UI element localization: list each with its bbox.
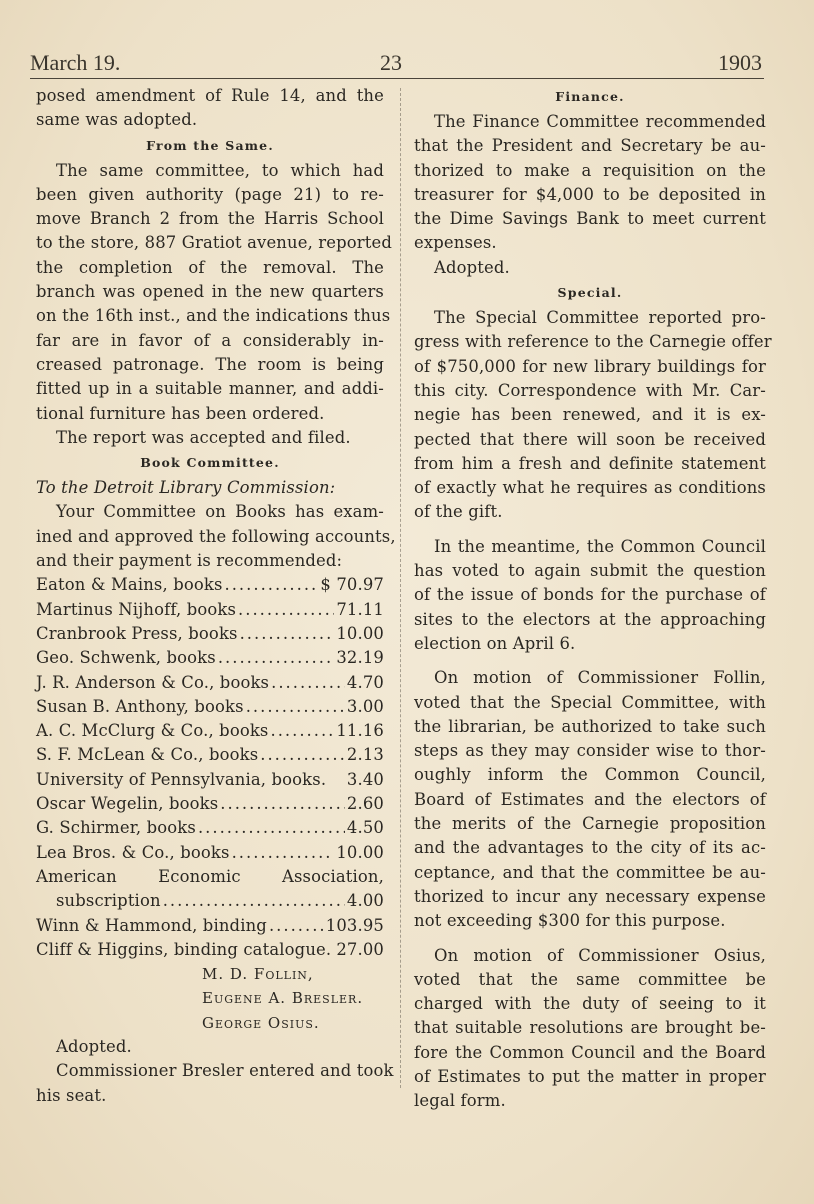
leader-dots bbox=[225, 573, 319, 597]
account-row bbox=[36, 938, 384, 962]
text-line: ined and approved the following accounts, bbox=[36, 526, 396, 546]
text-line: ceptance, and that the committee be au- bbox=[414, 862, 766, 882]
accounts-list bbox=[36, 573, 384, 962]
text-line: move Branch 2 from the Harris School bbox=[36, 209, 384, 229]
signature-line: George Osius. bbox=[202, 1013, 320, 1032]
text-line: expenses. bbox=[414, 233, 497, 253]
text-line: sites to the electors at the approaching bbox=[414, 609, 766, 629]
leader-dots bbox=[260, 743, 345, 767]
leader-dots bbox=[246, 695, 345, 719]
page-number: 23 bbox=[380, 50, 402, 75]
text-line: Board of Estimates and the electors of bbox=[414, 789, 766, 809]
account-amount: 32.19 bbox=[336, 648, 384, 668]
header-year: 1903 bbox=[718, 50, 762, 75]
account-amount: 10.00 bbox=[336, 842, 384, 862]
account-row bbox=[36, 768, 384, 792]
account-name: Lea Bros. & Co., books bbox=[36, 842, 230, 862]
leader-dots bbox=[218, 646, 334, 670]
text-line: tional furniture has been ordered. bbox=[36, 403, 325, 423]
text-line: of the gift. bbox=[414, 502, 503, 522]
account-name: subscription bbox=[56, 891, 161, 911]
account-name: Eaton & Mains, books bbox=[36, 575, 223, 595]
text-line: Adopted. bbox=[56, 1036, 132, 1056]
addressee-line: To the Detroit Library Commission: bbox=[36, 478, 336, 498]
account-amount: 3.00 bbox=[346, 696, 384, 716]
account-name: University of Pennsylvania, books. bbox=[36, 769, 327, 789]
account-row bbox=[36, 671, 384, 695]
section-heading-special: Special. bbox=[557, 285, 623, 301]
column-divider bbox=[400, 88, 401, 1088]
text-line: far are in favor of a considerably in- bbox=[36, 330, 384, 350]
account-name: Martinus Nijhoff, books bbox=[36, 599, 237, 619]
leader-dots bbox=[271, 671, 345, 695]
text-line: fore the Common Council and the Board bbox=[414, 1042, 766, 1062]
text-line: legal form. bbox=[414, 1091, 506, 1111]
text-line: of $750,000 for new library buildings for bbox=[414, 356, 766, 376]
leader-dots bbox=[271, 719, 335, 743]
text-line: that the President and Secretary be au- bbox=[414, 136, 766, 156]
section-heading-finance: Finance. bbox=[555, 89, 625, 104]
text-line: branch was opened in the new quarters bbox=[36, 282, 384, 302]
leader-dots bbox=[269, 914, 324, 938]
account-amount: 27.00 bbox=[336, 939, 384, 959]
text-line: this city. Correspondence with Mr. Car- bbox=[414, 380, 766, 400]
text-line: The same committee, to which had bbox=[56, 160, 384, 180]
account-amount: 2.13 bbox=[346, 745, 384, 765]
text-line: The Finance Committee recommended bbox=[434, 112, 766, 131]
account-row bbox=[36, 573, 384, 597]
text-line: In the meantime, the Common Council bbox=[434, 536, 766, 556]
text-line: the librarian, be authorized to take such bbox=[414, 716, 766, 736]
text-line: been given authority (page 21) to re- bbox=[36, 184, 384, 204]
text-line: fitted up in a suitable manner, and addi- bbox=[36, 379, 384, 399]
account-row bbox=[36, 622, 384, 646]
leader-dots bbox=[163, 889, 345, 913]
text-line: from him a fresh and definite statement bbox=[414, 453, 766, 473]
account-name: Geo. Schwenk, books bbox=[36, 648, 216, 668]
left-column bbox=[36, 84, 396, 1108]
header-rule bbox=[30, 78, 764, 79]
account-name: G. Schirmer, books bbox=[36, 818, 196, 838]
text-line: gress with reference to the Carnegie offer bbox=[414, 332, 772, 352]
signature-line: M. D. Follin, bbox=[202, 965, 314, 984]
text-line: of exactly what he requires as conditions bbox=[414, 478, 766, 498]
account-amount: 103.95 bbox=[325, 915, 384, 935]
text-line: on the 16th inst., and the indications thus bbox=[36, 306, 391, 326]
text-line: charged with the duty of seeing to it bbox=[414, 994, 766, 1014]
account-name: Cliff & Higgins, binding catalogue. bbox=[36, 939, 332, 959]
section-heading-from-the-same: From the Same. bbox=[146, 137, 274, 153]
text-line: and the advantages to the city of its ac- bbox=[414, 838, 766, 858]
text-line: and their payment is recommended: bbox=[36, 551, 343, 571]
account-name: Susan B. Anthony, books bbox=[36, 696, 244, 716]
text-line: to the store, 887 Gratiot avenue, reported bbox=[36, 233, 393, 253]
leader-dots bbox=[220, 792, 345, 816]
text-line: the Dime Savings Bank to meet current bbox=[414, 209, 766, 229]
leader-dots bbox=[240, 622, 335, 646]
page-header bbox=[30, 50, 762, 76]
account-amount: 71.11 bbox=[336, 599, 384, 619]
text-line: Your Committee on Books has exam- bbox=[56, 502, 384, 522]
account-name: Cranbrook Press, books bbox=[36, 623, 238, 643]
account-row bbox=[36, 598, 384, 622]
account-amount: 11.16 bbox=[336, 721, 384, 741]
text-line: On motion of Commissioner Follin, bbox=[434, 668, 766, 688]
signature-line: Eugene A. Bresler. bbox=[202, 989, 364, 1008]
text-line: of Estimates to put the matter in proper bbox=[414, 1066, 766, 1086]
text-line: the merits of the Carnegie proposition bbox=[414, 814, 766, 834]
account-amount: 4.50 bbox=[346, 818, 384, 838]
text-line: his seat. bbox=[36, 1085, 107, 1105]
leader-dots bbox=[238, 598, 334, 622]
leader-dots bbox=[198, 816, 345, 840]
account-row bbox=[36, 792, 384, 816]
text-line: creased patronage. The room is being bbox=[36, 354, 384, 374]
text-line: of the issue of bonds for the purchase of bbox=[414, 585, 766, 605]
account-amount: 3.40 bbox=[346, 769, 384, 789]
header-date: March 19. bbox=[30, 50, 121, 75]
text-line: The report was accepted and filed. bbox=[56, 427, 351, 447]
account-name: American Economic Association, bbox=[36, 866, 384, 886]
leader-dots bbox=[232, 841, 335, 865]
text-line: not exceeding $300 for this purpose. bbox=[414, 911, 726, 931]
text-line: oughly inform the Common Council, bbox=[414, 765, 766, 785]
account-row bbox=[36, 743, 384, 767]
account-name: A. C. McClurg & Co., books bbox=[36, 721, 269, 741]
account-row bbox=[36, 889, 384, 913]
text-line: thorized to incur any necessary expense bbox=[414, 886, 766, 906]
account-name: J. R. Anderson & Co., books bbox=[36, 672, 270, 692]
text-line: posed amendment of Rule 14, and the bbox=[36, 86, 384, 105]
text-line: voted that the same committee be bbox=[414, 969, 766, 989]
account-name: S. F. McLean & Co., books bbox=[36, 745, 259, 765]
text-line: thorized to make a requisition on the bbox=[414, 160, 766, 180]
text-line: Commissioner Bresler entered and took bbox=[56, 1061, 394, 1081]
text-line: treasurer for $4,000 to be deposited in bbox=[414, 184, 766, 204]
account-amount: 4.70 bbox=[346, 672, 384, 692]
account-row bbox=[36, 816, 384, 840]
text-line: voted that the Special Committee, with bbox=[414, 692, 766, 712]
account-amount: 2.60 bbox=[346, 794, 384, 814]
account-row bbox=[36, 646, 384, 670]
text-line: On motion of Commissioner Osius, bbox=[434, 945, 766, 965]
account-row bbox=[36, 695, 384, 719]
text-line: negie has been renewed, and it is ex- bbox=[414, 405, 766, 425]
account-amount: 10.00 bbox=[336, 623, 384, 643]
account-name: Winn & Hammond, binding bbox=[36, 915, 267, 935]
text-line: election on April 6. bbox=[414, 633, 576, 653]
account-row bbox=[36, 719, 384, 743]
text-line: pected that there will soon be received bbox=[414, 429, 766, 449]
account-amount: $ 70.97 bbox=[320, 575, 384, 595]
text-line: Adopted. bbox=[434, 257, 510, 277]
text-line: has voted to again submit the question bbox=[414, 561, 766, 581]
text-line: that suitable resolutions are brought be- bbox=[414, 1018, 766, 1038]
account-row bbox=[36, 914, 384, 938]
text-line: The Special Committee reported pro- bbox=[434, 308, 766, 328]
text-line: the completion of the removal. The bbox=[36, 257, 384, 277]
account-name: Oscar Wegelin, books bbox=[36, 794, 219, 814]
section-heading-book-committee: Book Committee. bbox=[140, 455, 280, 471]
text-line: same was adopted. bbox=[36, 110, 198, 130]
text-line: steps as they may consider wise to thor- bbox=[414, 741, 766, 761]
account-amount: 4.00 bbox=[346, 891, 384, 911]
right-column bbox=[414, 84, 772, 1114]
account-row bbox=[36, 841, 384, 865]
